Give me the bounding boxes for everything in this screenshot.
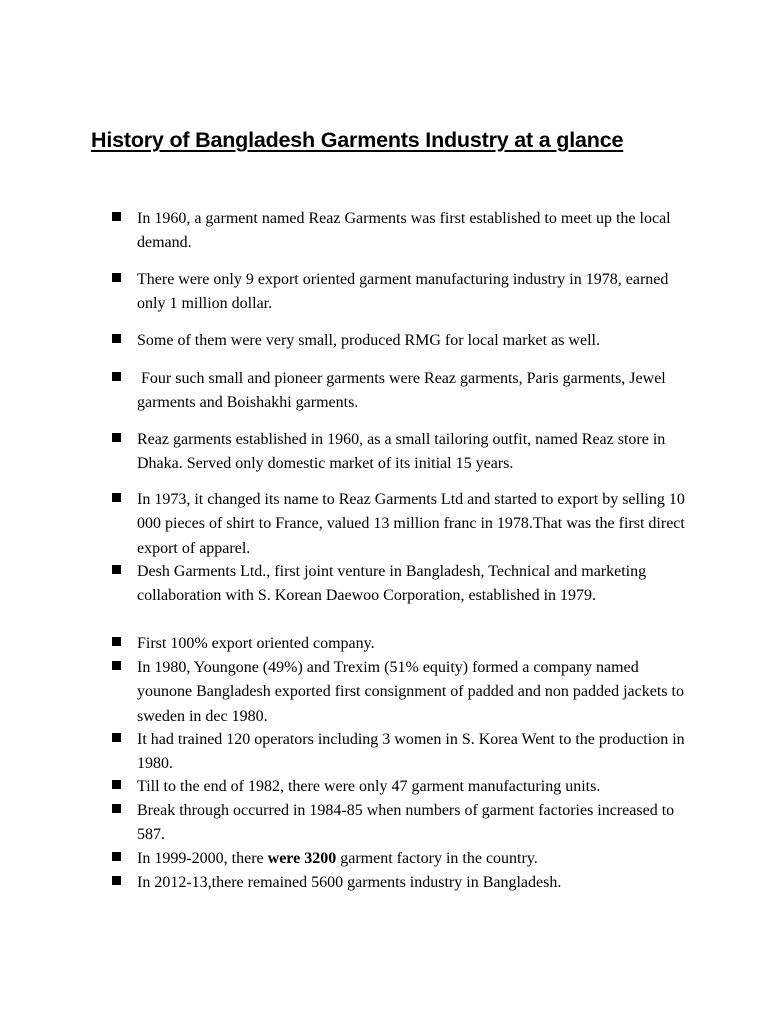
list-item-text: Four such small and pioneer garments were Reaz garments, Paris garments, Jewel garments and Boishakhi garments. — [137, 370, 670, 412]
page-title: History of Bangladesh Garments Industry at a glance — [91, 128, 624, 152]
list-item — [112, 728, 692, 777]
list-item — [112, 656, 692, 729]
list-item — [112, 367, 692, 416]
list-item-text: Break through occurred in 1984-85 when numbers of garment factories increased to 587. — [137, 802, 675, 844]
list-item-text: In 2012-13,there remained 5600 garments industry in Bangladesh. — [137, 874, 562, 891]
list-item — [112, 329, 692, 353]
square-bullet-icon — [112, 273, 121, 282]
list-item-text: Reaz garments established in 1960, as a small tailoring outfit, named Reaz store in Dhaka. Served only domestic market of its initial 15 years. — [137, 431, 666, 473]
square-bullet-icon — [112, 493, 121, 502]
list-item — [112, 488, 692, 561]
square-bullet-icon — [112, 212, 121, 221]
list-item-text: First 100% export oriented company. — [137, 635, 375, 652]
list-item-text-part: In 1999-2000, there — [137, 850, 268, 867]
list-item-text: It had trained 120 operators including 3 women in S. Korea Went to the production in 1980. — [137, 731, 685, 773]
list-item — [112, 268, 692, 317]
list-item-text: Till to the end of 1982, there were only 47 garment manufacturing units. — [137, 778, 601, 795]
list-item-text: In 1960, a garment named Reaz Garments was first established to meet up the local demand. — [137, 210, 671, 252]
highlighted-count: were 3200 — [267, 850, 337, 867]
list-item-text: There were only 9 export oriented garment manufacturing industry in 1978, earned only 1 million dollar. — [137, 271, 669, 313]
square-bullet-icon — [112, 780, 121, 789]
square-bullet-icon — [112, 661, 121, 670]
list-item — [112, 847, 692, 871]
list-item-text: Desh Garments Ltd., first joint venture in Bangladesh, Technical and marketing collaboration with S. Korean Daewoo Corporation, established in 1979. — [137, 563, 647, 605]
list-item-text — [137, 847, 692, 871]
list-item-text: In 1980, Youngone (49%) and Trexim (51% equity) formed a company named younone Bangladesh exported first consignment of padded and non padded jackets to sweden in dec 1980. — [137, 659, 684, 725]
list-item-text-part: garment factory in the country. — [336, 850, 538, 867]
square-bullet-icon — [112, 372, 121, 381]
list-item-text: Some of them were very small, produced RMG for local market as well. — [137, 332, 600, 349]
list-item — [112, 799, 692, 848]
square-bullet-icon — [112, 852, 121, 861]
square-bullet-icon — [112, 637, 121, 646]
list-item — [112, 428, 692, 477]
list-item — [112, 632, 692, 656]
square-bullet-icon — [112, 804, 121, 813]
square-bullet-icon — [112, 334, 121, 343]
list-item — [112, 871, 692, 895]
square-bullet-icon — [112, 565, 121, 574]
list-item-text: In 1973, it changed its name to Reaz Garments Ltd and started to export by selling 10 000 pieces of shirt to France, valued 13 million franc in 1978.That was the first direct export of apparel. — [137, 491, 685, 557]
list-item — [112, 775, 692, 799]
list-item — [112, 560, 692, 609]
square-bullet-icon — [112, 733, 121, 742]
list-item — [112, 207, 692, 256]
square-bullet-icon — [112, 433, 121, 442]
square-bullet-icon — [112, 876, 121, 885]
